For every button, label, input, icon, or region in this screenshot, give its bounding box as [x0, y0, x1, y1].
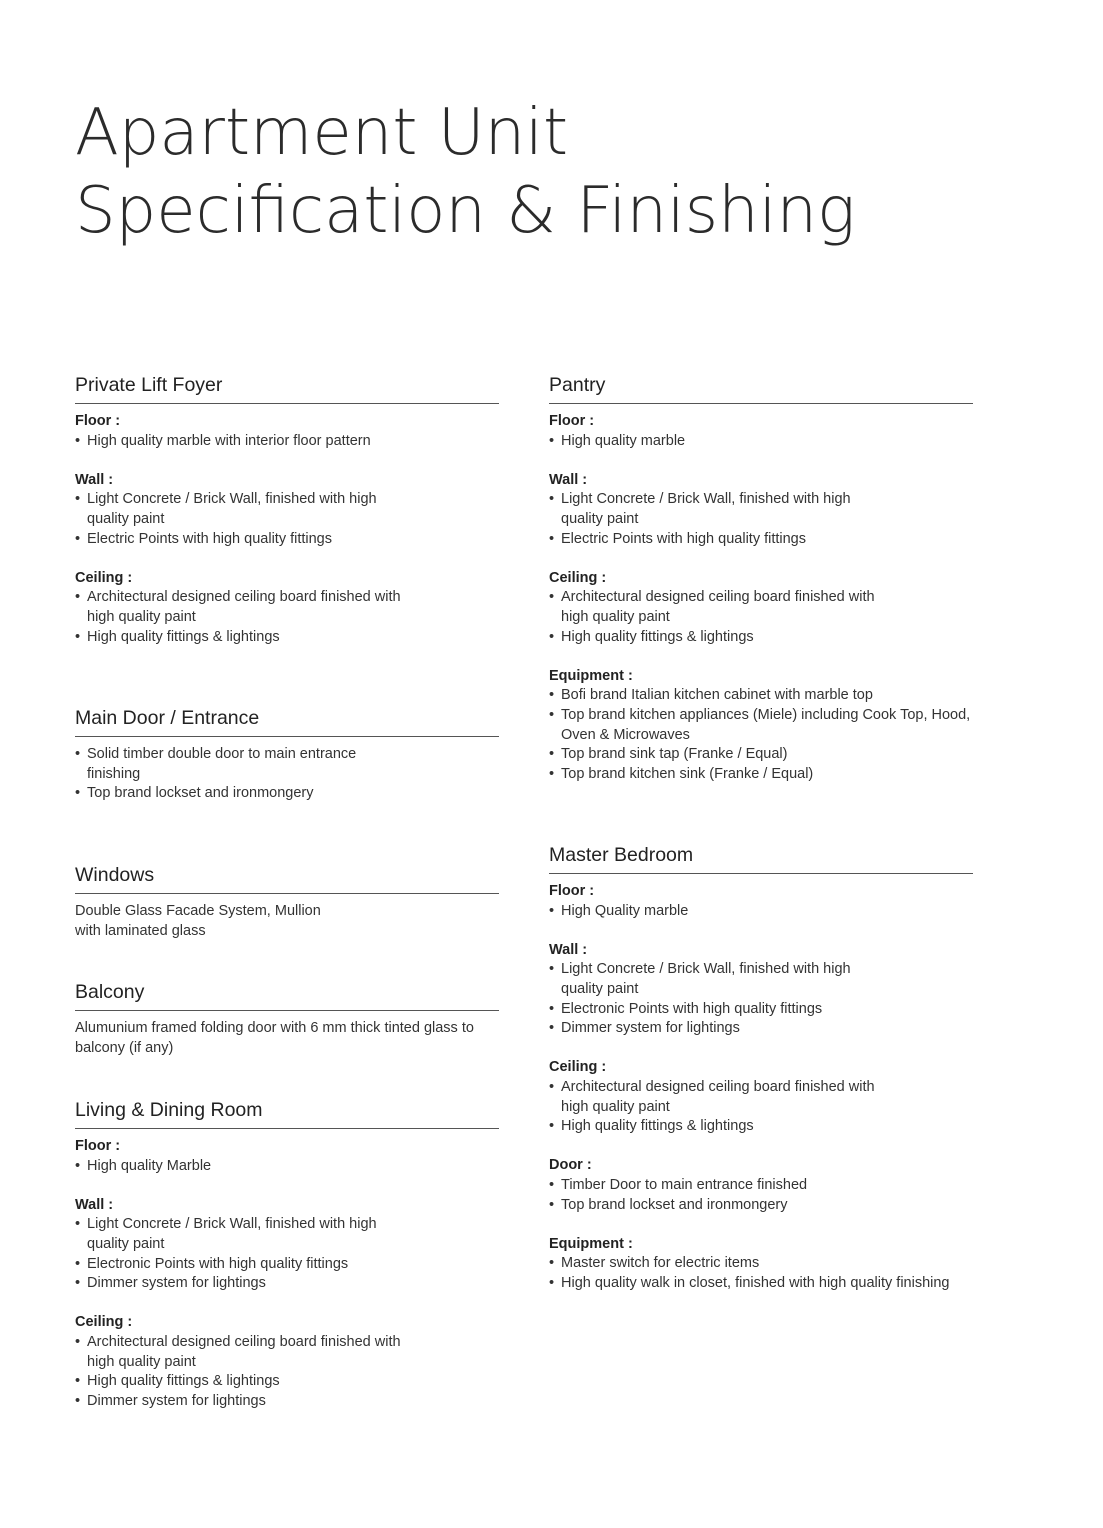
list-item: • Architectural designed ceiling board finished with high quality paint: [75, 1333, 412, 1372]
list-item: • High quality Marble: [75, 1157, 499, 1177]
section-title: Balcony: [75, 980, 499, 1011]
wall-group: [75, 1196, 499, 1294]
list-item: • Dimmer system for lightings: [75, 1392, 499, 1412]
floor-group: [549, 882, 973, 921]
list-item: • Light Concrete / Brick Wall, finished with high quality paint: [549, 490, 861, 529]
door-label: Door :: [549, 1157, 592, 1174]
section-private-lift-foyer: [75, 373, 499, 647]
equipment-group: [549, 1235, 973, 1294]
list-item: • Top brand lockset and ironmongery: [75, 784, 499, 804]
list-item: • Master switch for electric items: [549, 1254, 973, 1274]
list-item: • Light Concrete / Brick Wall, finished with high quality paint: [75, 1215, 387, 1254]
list-item: • Electric Points with high quality fittings: [75, 530, 499, 550]
equipment-label: Equipment :: [549, 1235, 633, 1252]
wall-label: Wall :: [549, 471, 588, 488]
ceiling-group: [549, 569, 973, 647]
wall-group: [75, 471, 499, 549]
section-title: Private Lift Foyer: [75, 373, 499, 404]
page-title: [75, 94, 855, 250]
section-title: Pantry: [549, 373, 973, 404]
ceiling-label: Ceiling :: [549, 569, 607, 586]
list-item: • Electric Points with high quality fittings: [549, 530, 973, 550]
section-living-dining: [75, 1098, 499, 1411]
section-master-bedroom: [549, 843, 973, 1293]
floor-label: Floor :: [549, 883, 595, 899]
section-pantry: [549, 373, 973, 784]
list-item: • Light Concrete / Brick Wall, finished with high quality paint: [75, 490, 387, 529]
list-item: • Top brand sink tap (Franke / Equal): [549, 745, 973, 765]
floor-group: [75, 1137, 499, 1176]
list-item: • High Quality marble: [549, 902, 973, 922]
ceiling-group: [75, 1313, 499, 1411]
wall-group: [549, 941, 973, 1039]
wall-label: Wall :: [75, 1196, 114, 1213]
wall-group: [549, 471, 973, 549]
list-item: • Architectural designed ceiling board finished with high quality paint: [549, 1078, 886, 1117]
list-item: • High quality marble with interior floor pattern: [75, 432, 499, 452]
list-item: • Top brand kitchen sink (Franke / Equal): [549, 765, 973, 785]
section-main-door: [75, 706, 499, 804]
section-title: Living & Dining Room: [75, 1098, 499, 1129]
list-item: • Solid timber double door to main entrance finishing: [75, 745, 399, 784]
section-title: Master Bedroom: [549, 843, 973, 874]
list-item: • Dimmer system for lightings: [549, 1019, 973, 1039]
list-item: • High quality walk in closet, finished with high quality finishing: [549, 1274, 961, 1294]
list-item: • Top brand kitchen appliances (Miele) including Cook Top, Hood, Oven & Microwaves: [549, 706, 973, 745]
list-item: • Timber Door to main entrance finished: [549, 1176, 973, 1196]
ceiling-group: [75, 569, 499, 647]
list-item: • High quality fittings & lightings: [549, 1117, 973, 1137]
list-item: • Dimmer system for lightings: [75, 1274, 499, 1294]
windows-text: Double Glass Facade System, Mullion with laminated glass: [75, 903, 321, 939]
floor-label: Floor :: [549, 413, 595, 429]
page-title-line-2: Specification & Finishing: [75, 174, 856, 248]
list-item: • Electronic Points with high quality fittings: [549, 1000, 973, 1020]
wall-label: Wall :: [549, 941, 588, 958]
floor-label: Floor :: [75, 1138, 121, 1154]
ceiling-group: [549, 1058, 973, 1136]
equipment-label: Equipment :: [549, 667, 633, 684]
section-balcony: [75, 980, 499, 1058]
ceiling-label: Ceiling :: [75, 1314, 133, 1331]
door-group: [549, 1156, 973, 1215]
floor-label: Floor :: [75, 413, 121, 429]
floor-group: [549, 412, 973, 451]
section-title: Main Door / Entrance: [75, 706, 499, 737]
section-windows: [75, 863, 499, 941]
list-item: • Top brand lockset and ironmongery: [549, 1196, 973, 1216]
list-item: • Electronic Points with high quality fittings: [75, 1255, 499, 1275]
list-item: • Light Concrete / Brick Wall, finished with high quality paint: [549, 960, 861, 999]
balcony-text: Alumunium framed folding door with 6 mm thick tinted glass to balcony (if any): [75, 1020, 474, 1056]
ceiling-label: Ceiling :: [75, 569, 133, 586]
wall-label: Wall :: [75, 471, 114, 488]
page-title-line-1: Apartment Unit: [75, 96, 569, 170]
list-item: • Architectural designed ceiling board finished with high quality paint: [549, 588, 886, 627]
list-item: • Architectural designed ceiling board finished with high quality paint: [75, 588, 412, 627]
list-item: • High quality fittings & lightings: [75, 628, 499, 648]
floor-group: [75, 412, 499, 451]
list-item: • High quality marble: [549, 432, 973, 452]
ceiling-label: Ceiling :: [549, 1059, 607, 1076]
list-item: • Bofi brand Italian kitchen cabinet with marble top: [549, 686, 973, 706]
equipment-group: [549, 667, 973, 785]
list-item: • High quality fittings & lightings: [75, 1372, 499, 1392]
section-title: Windows: [75, 863, 499, 894]
list-item: • High quality fittings & lightings: [549, 628, 973, 648]
